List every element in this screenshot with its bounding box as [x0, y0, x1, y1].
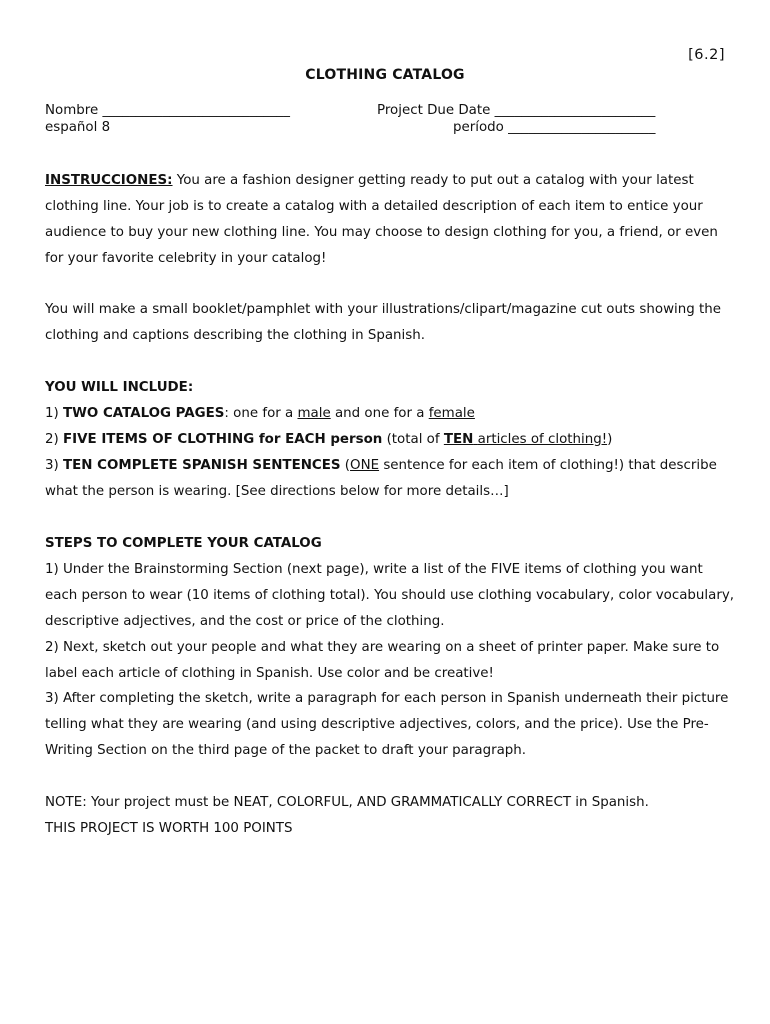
item-number: 1)	[45, 405, 64, 421]
step-2: 2) Next, sketch out your people and what they are wearing on a sheet of printer paper. Make sure to label each article of clothing in Spanish. Use color and be creative!	[45, 639, 720, 681]
item-2-text-a: (total of	[382, 431, 444, 447]
instructions-section	[45, 168, 735, 272]
item-2-bold: FIVE ITEMS OF CLOTHING for EACH person	[63, 431, 383, 447]
item-2-close: )	[607, 431, 613, 447]
booklet-paragraph: You will make a small booklet/pamphlet with your illustrations/clipart/magazine cut outs showing the clothing and captions describing the clothing in Spanish.	[45, 302, 721, 343]
steps-heading: STEPS TO COMPLETE YOUR CATALOG	[45, 536, 322, 551]
item-3-bold: TEN COMPLETE SPANISH SENTENCES	[63, 457, 341, 473]
item-3-one: ONE	[350, 457, 380, 473]
item-number: 3)	[45, 457, 64, 473]
item-1-male: male	[297, 405, 331, 421]
steps-section	[45, 531, 735, 764]
item-number: 2)	[45, 431, 64, 447]
period-field-label: período ______________________	[453, 120, 656, 135]
form-row-class	[45, 120, 725, 138]
note-line-2: THIS PROJECT IS WORTH 100 POINTS	[45, 820, 293, 836]
instructions-text: You are a fashion designer getting ready to put out a catalog with your latest clothing line. Your job is to create a catalog with a detailed description of each item to entice your audience to buy your new clothing line. You may choose to design clothing for you, a friend, or even for your favorite celebrity in your catalog!	[45, 173, 718, 266]
item-3-text-b: sentence for each item of clothing!) that describe what the person is wearing. [See directions below for more details…]	[45, 457, 717, 499]
note-line-1: NOTE: Your project must be NEAT, COLORFUL, AND GRAMMATICALLY CORRECT in Spanish.	[45, 795, 649, 810]
item-3-text-a: (	[340, 457, 351, 473]
item-1-female: female	[428, 405, 475, 421]
item-1-text-b: and one for a	[330, 405, 429, 421]
include-item-3	[45, 453, 735, 505]
name-field-label: Nombre ____________________________	[45, 103, 290, 118]
class-label: español 8	[45, 120, 111, 135]
document-title: CLOTHING CATALOG	[305, 67, 465, 83]
item-2-articles: articles of clothing!	[477, 431, 608, 447]
booklet-section	[45, 297, 735, 349]
page-number: [6.2]	[688, 47, 725, 63]
include-item-1	[45, 401, 735, 427]
form-row-name	[45, 103, 725, 121]
item-1-text-a: : one for a	[224, 405, 298, 421]
include-heading: YOU WILL INCLUDE:	[45, 380, 194, 395]
instructions-heading: INSTRUCCIONES:	[45, 173, 173, 188]
item-2-ten: TEN	[443, 431, 474, 447]
note-section	[45, 790, 735, 842]
step-3: 3) After completing the sketch, write a paragraph for each person in Spanish underneath their picture telling what they are wearing (and using descriptive adjectives, colors, and the price). Use the Pre-Writing Section on the third page of the packet to draft your paragraph.	[45, 691, 729, 759]
include-section	[45, 375, 735, 505]
step-1: 1) Under the Brainstorming Section (next page), write a list of the FIVE items of clothing you want each person to wear (10 items of clothing total). You should use clothing vocabulary, color vocabulary, descriptive adjectives, and the cost or price of the clothing.	[45, 561, 735, 629]
instructions-paragraph	[45, 168, 735, 272]
item-1-bold: TWO CATALOG PAGES	[63, 405, 225, 421]
include-item-2	[45, 427, 735, 453]
due-date-field-label: Project Due Date ________________________	[377, 103, 656, 118]
